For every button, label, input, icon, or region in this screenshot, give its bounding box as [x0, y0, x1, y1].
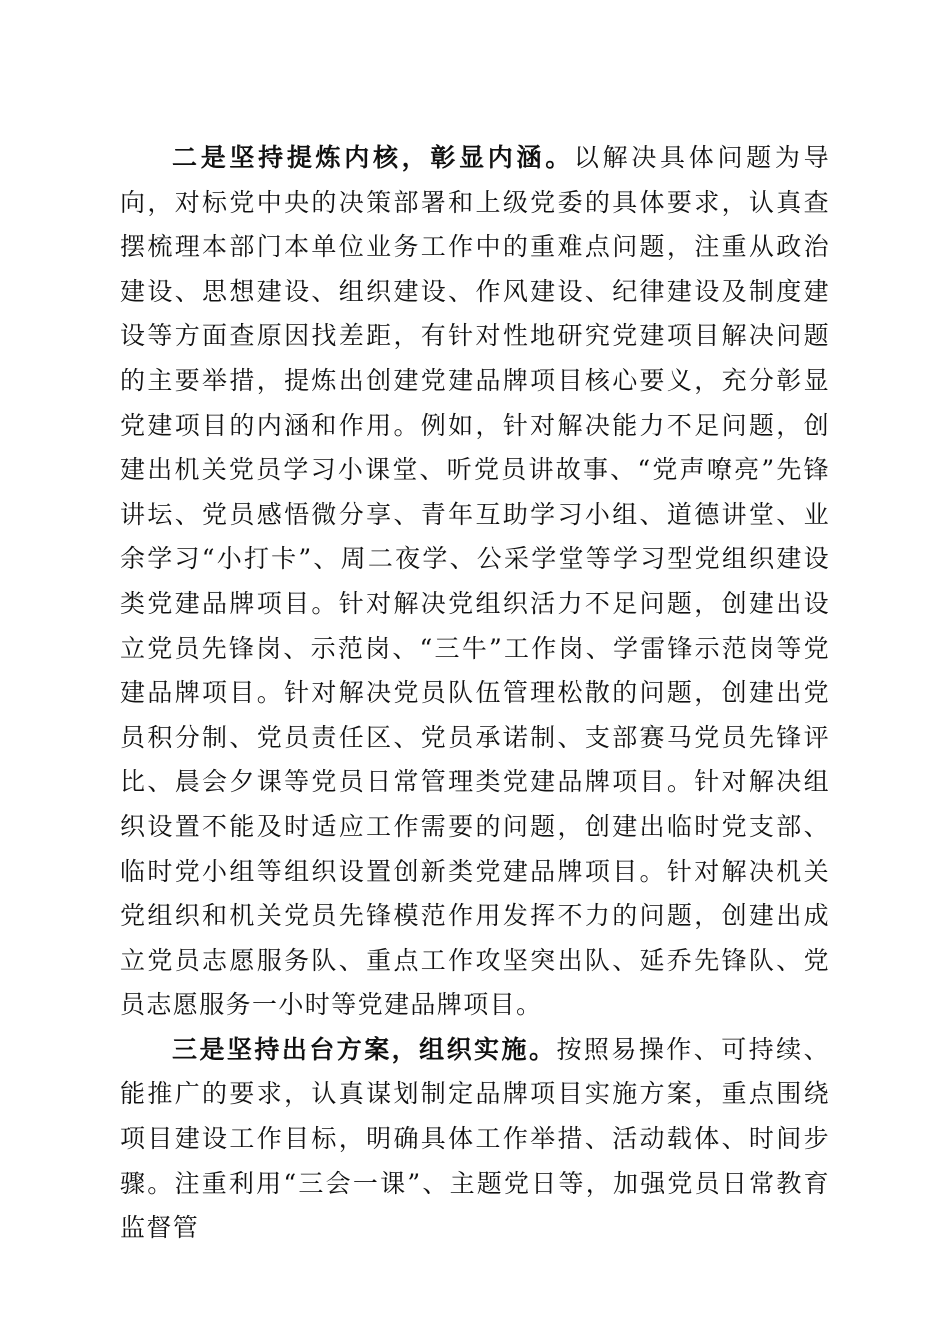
paragraph-2-text: 按照易操作、可持续、能推广的要求，认真谋划制定品牌项目实施方案，重点围绕项目建设工作目标，明确具体工作举措、活动载体、时间步骤。注重利用“三会一课”、主题党日等，加强党员日常教育监督管: [120, 1034, 830, 1243]
paragraph-1: [120, 136, 830, 1028]
paragraph-2: [120, 1028, 830, 1251]
paragraph-2-lead: 三是坚持出台方案，组织实施。: [172, 1034, 557, 1064]
document-body: [120, 136, 830, 1251]
paragraph-1-lead: 二是坚持提炼内核，彰显内涵。: [172, 143, 574, 172]
paragraph-1-text: 以解决具体问题为导向，对标党中央的决策部署和上级党委的具体要求，认真查摆梳理本部门本单位业务工作中的重难点问题，注重从政治建设、思想建设、组织建设、作风建设、纪律建设及制度建设等方面查原因找差距，有针对性地研究党建项目解决问题的主要举措，提炼出创建党建品牌项目核心要义，充分彰显党建项目的内涵和作用。例如，针对解决能力不足问题，创建出机关党员学习小课堂、听党员讲故事、“党声嘹亮”先锋讲坛、党员感悟微分享、青年互助学习小组、道德讲堂、业余学习“小打卡”、周二夜学、公采学堂等学习型党组织建设类党建品牌项目。针对解决党组织活力不足问题，创建出设立党员先锋岗、示范岗、“三牛”工作岗、学雷锋示范岗等党建品牌项目。针对解决党员队伍管理松散的问题，创建出党员积分制、党员责任区、党员承诺制、支部赛马党员先锋评比、晨会夕课等党员日常管理类党建品牌项目。针对解决组织设置不能及时适应工作需要的问题，创建出临时党支部、临时党小组等组织设置创新类党建品牌项目。针对解决机关党组织和机关党员先锋模范作用发挥不力的问题，创建出成立党员志愿服务队、重点工作攻坚突出队、延乔先锋队、党员志愿服务一小时等党建品牌项目。: [120, 143, 830, 1020]
